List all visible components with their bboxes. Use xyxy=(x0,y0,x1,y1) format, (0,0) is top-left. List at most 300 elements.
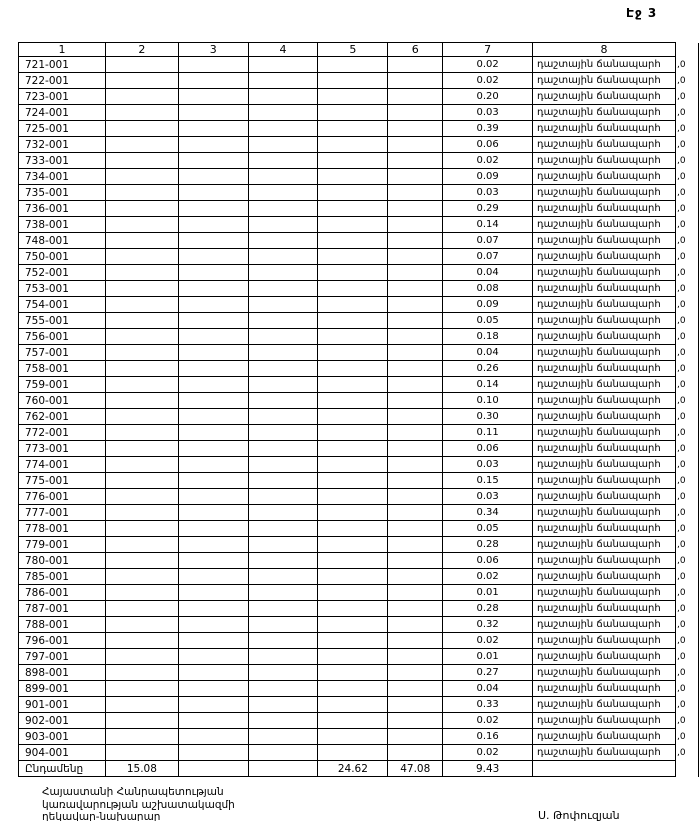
empty-cell xyxy=(388,73,443,89)
empty-cell xyxy=(388,585,443,601)
table-row xyxy=(19,329,699,345)
empty-cell xyxy=(388,217,443,233)
row-code: 748-001 xyxy=(19,233,106,249)
empty-cell xyxy=(388,169,443,185)
edge-fragment: ,0 xyxy=(675,265,698,281)
empty-cell xyxy=(178,681,248,697)
empty-cell xyxy=(105,409,178,425)
edge-fragment: ,0 xyxy=(675,57,698,73)
total-col6-value: 47.08 xyxy=(388,761,443,777)
empty-cell xyxy=(318,569,388,585)
row-value: 0.11 xyxy=(443,425,533,441)
empty-cell xyxy=(388,441,443,457)
row-road-label: դաշտային ճանապարհ xyxy=(533,665,676,681)
empty-cell xyxy=(388,425,443,441)
empty-cell xyxy=(318,57,388,73)
empty-cell xyxy=(388,489,443,505)
column-header-4: 4 xyxy=(248,43,318,57)
row-road-label: դաշտային ճանապարհ xyxy=(533,681,676,697)
row-value: 0.02 xyxy=(443,73,533,89)
empty-cell xyxy=(248,617,318,633)
empty-cell xyxy=(178,169,248,185)
row-road-label: դաշտային ճանապարհ xyxy=(533,633,676,649)
empty-cell xyxy=(178,441,248,457)
empty-cell xyxy=(178,153,248,169)
empty-cell xyxy=(248,361,318,377)
empty-cell xyxy=(248,281,318,297)
row-code: 760-001 xyxy=(19,393,106,409)
empty-cell xyxy=(318,217,388,233)
empty-cell xyxy=(178,201,248,217)
empty-cell xyxy=(248,153,318,169)
empty-cell xyxy=(105,393,178,409)
empty-cell xyxy=(388,569,443,585)
row-road-label: դաշտային ճանապարհ xyxy=(533,345,676,361)
empty-cell xyxy=(318,169,388,185)
row-code: 735-001 xyxy=(19,185,106,201)
row-road-label: դաշտային ճանապարհ xyxy=(533,521,676,537)
row-code: 786-001 xyxy=(19,585,106,601)
empty-cell xyxy=(318,393,388,409)
footer-line-1: Հայաստանի Հանրապետության xyxy=(42,786,224,798)
empty-cell xyxy=(178,457,248,473)
row-road-label: դաշտային ճանապարհ xyxy=(533,393,676,409)
empty-cell xyxy=(248,425,318,441)
empty-cell xyxy=(388,313,443,329)
empty-cell xyxy=(105,201,178,217)
row-road-label: դաշտային ճանապարհ xyxy=(533,505,676,521)
page-number-label: Էջ 3 xyxy=(626,6,658,20)
row-road-label: դաշտային ճանապարհ xyxy=(533,489,676,505)
empty-cell xyxy=(248,537,318,553)
footer-line-3: ղեկավար-նախարար xyxy=(42,811,161,821)
empty-cell xyxy=(388,745,443,761)
row-road-label: դաշտային ճանապարհ xyxy=(533,249,676,265)
row-code: 777-001 xyxy=(19,505,106,521)
empty-cell xyxy=(318,297,388,313)
row-value: 0.05 xyxy=(443,521,533,537)
row-road-label: դաշտային ճանապարհ xyxy=(533,121,676,137)
table-row xyxy=(19,153,699,169)
empty-cell xyxy=(248,697,318,713)
row-code: 775-001 xyxy=(19,473,106,489)
row-road-label: դաշտային ճանապարհ xyxy=(533,409,676,425)
row-code: 734-001 xyxy=(19,169,106,185)
row-road-label: դաշտային ճանապարհ xyxy=(533,441,676,457)
signatory-block xyxy=(42,786,235,821)
table-row xyxy=(19,137,699,153)
table-row xyxy=(19,297,699,313)
row-road-label: դաշտային ճանապարհ xyxy=(533,617,676,633)
edge-fragment: ,0 xyxy=(675,457,698,473)
signature-name: Ս. Թոփուզյան xyxy=(538,809,620,821)
empty-cell xyxy=(178,89,248,105)
empty-cell xyxy=(318,681,388,697)
row-code: 732-001 xyxy=(19,137,106,153)
edge-fragment: ,0 xyxy=(675,601,698,617)
row-value: 0.03 xyxy=(443,457,533,473)
edge-fragment: ,0 xyxy=(675,313,698,329)
empty-cell xyxy=(178,105,248,121)
row-road-label: դաշտային ճանապարհ xyxy=(533,281,676,297)
empty-cell xyxy=(248,649,318,665)
edge-fragment: ,0 xyxy=(675,153,698,169)
empty-cell xyxy=(248,409,318,425)
empty-cell xyxy=(178,361,248,377)
edge-fragment: ,0 xyxy=(675,329,698,345)
edge-fragment: ,0 xyxy=(675,137,698,153)
row-road-label: դաշտային ճանապարհ xyxy=(533,329,676,345)
row-code: 753-001 xyxy=(19,281,106,297)
empty-cell xyxy=(388,249,443,265)
row-value: 0.01 xyxy=(443,649,533,665)
edge-fragment: ,0 xyxy=(675,185,698,201)
edge-fragment: ,0 xyxy=(675,713,698,729)
empty-cell xyxy=(248,169,318,185)
edge-fragment: ,0 xyxy=(675,425,698,441)
empty-cell xyxy=(105,521,178,537)
table-row xyxy=(19,601,699,617)
empty-cell xyxy=(318,313,388,329)
row-value: 0.03 xyxy=(443,105,533,121)
edge-fragment: ,0 xyxy=(675,249,698,265)
empty-cell xyxy=(318,473,388,489)
edge-fragment: ,0 xyxy=(675,441,698,457)
empty-cell xyxy=(318,617,388,633)
header-row xyxy=(19,43,699,57)
edge-fragment: ,0 xyxy=(675,169,698,185)
empty-cell xyxy=(178,697,248,713)
empty-cell xyxy=(105,457,178,473)
empty-cell xyxy=(105,569,178,585)
empty-cell xyxy=(388,713,443,729)
table-row xyxy=(19,425,699,441)
table-row xyxy=(19,233,699,249)
table-row xyxy=(19,633,699,649)
table-row xyxy=(19,537,699,553)
row-value: 0.04 xyxy=(443,681,533,697)
row-value: 0.03 xyxy=(443,489,533,505)
empty-cell xyxy=(178,249,248,265)
empty-cell xyxy=(248,57,318,73)
row-code: 787-001 xyxy=(19,601,106,617)
empty-cell xyxy=(388,89,443,105)
empty-cell xyxy=(318,281,388,297)
empty-cell xyxy=(388,409,443,425)
edge-fragment: ,0 xyxy=(675,473,698,489)
table-row xyxy=(19,169,699,185)
empty-cell xyxy=(248,329,318,345)
empty-cell xyxy=(105,169,178,185)
row-code: 738-001 xyxy=(19,217,106,233)
empty-cell xyxy=(318,73,388,89)
empty-cell xyxy=(318,665,388,681)
row-value: 0.28 xyxy=(443,601,533,617)
empty-cell xyxy=(318,441,388,457)
table-row xyxy=(19,681,699,697)
row-value: 0.16 xyxy=(443,729,533,745)
empty-cell xyxy=(388,105,443,121)
empty-cell xyxy=(178,729,248,745)
empty-cell xyxy=(248,345,318,361)
empty-cell xyxy=(105,329,178,345)
empty-cell xyxy=(248,473,318,489)
row-road-label: դաշտային ճանապարհ xyxy=(533,73,676,89)
empty-cell xyxy=(178,489,248,505)
empty-cell xyxy=(178,569,248,585)
empty-cell xyxy=(248,233,318,249)
row-road-label: դաշտային ճանապարհ xyxy=(533,185,676,201)
row-road-label: դաշտային ճանապարհ xyxy=(533,697,676,713)
empty-cell xyxy=(318,185,388,201)
empty-cell xyxy=(105,249,178,265)
row-road-label: դաշտային ճանապարհ xyxy=(533,265,676,281)
empty-cell xyxy=(105,345,178,361)
empty-cell xyxy=(178,185,248,201)
row-value: 0.02 xyxy=(443,57,533,73)
row-code: 759-001 xyxy=(19,377,106,393)
empty-cell xyxy=(178,585,248,601)
empty-cell xyxy=(388,345,443,361)
row-road-label: դաշտային ճանապարհ xyxy=(533,313,676,329)
row-road-label: դաշտային ճանապարհ xyxy=(533,601,676,617)
empty-cell xyxy=(178,553,248,569)
row-value: 0.02 xyxy=(443,713,533,729)
empty-cell xyxy=(105,105,178,121)
empty-cell xyxy=(318,153,388,169)
empty-cell xyxy=(388,297,443,313)
table-row xyxy=(19,89,699,105)
row-value: 0.18 xyxy=(443,329,533,345)
empty-cell xyxy=(178,377,248,393)
edge-fragment: ,0 xyxy=(675,393,698,409)
empty-cell xyxy=(178,649,248,665)
column-header-3: 3 xyxy=(178,43,248,57)
empty-cell xyxy=(248,569,318,585)
empty-cell xyxy=(178,137,248,153)
table-row xyxy=(19,361,699,377)
row-road-label: դաշտային ճանապարհ xyxy=(533,361,676,377)
row-value: 0.15 xyxy=(443,473,533,489)
total-row xyxy=(19,761,699,777)
empty-cell xyxy=(178,121,248,137)
empty-cell xyxy=(318,553,388,569)
empty-cell xyxy=(388,377,443,393)
empty-cell xyxy=(388,697,443,713)
empty-cell xyxy=(105,137,178,153)
edge-fragment: ,0 xyxy=(675,201,698,217)
row-code: 772-001 xyxy=(19,425,106,441)
row-value: 0.08 xyxy=(443,281,533,297)
empty-cell xyxy=(248,521,318,537)
empty-cell xyxy=(248,505,318,521)
empty-cell xyxy=(105,441,178,457)
table-row xyxy=(19,745,699,761)
row-road-label: դաշտային ճանապարհ xyxy=(533,57,676,73)
row-value: 0.07 xyxy=(443,249,533,265)
empty-cell xyxy=(105,713,178,729)
empty-cell xyxy=(178,521,248,537)
empty-cell xyxy=(105,297,178,313)
empty-cell xyxy=(318,329,388,345)
empty-cell xyxy=(388,729,443,745)
row-value: 0.14 xyxy=(443,217,533,233)
empty-cell xyxy=(248,713,318,729)
empty-cell xyxy=(105,73,178,89)
empty-cell xyxy=(178,409,248,425)
edge-fragment: ,0 xyxy=(675,345,698,361)
empty-cell xyxy=(318,585,388,601)
table-row xyxy=(19,377,699,393)
empty-cell xyxy=(388,281,443,297)
empty-cell xyxy=(248,585,318,601)
row-code: 750-001 xyxy=(19,249,106,265)
empty-cell xyxy=(178,393,248,409)
empty-cell xyxy=(178,57,248,73)
row-code: 773-001 xyxy=(19,441,106,457)
empty-cell xyxy=(178,425,248,441)
empty-cell xyxy=(178,473,248,489)
row-road-label: դաշտային ճանապարհ xyxy=(533,729,676,745)
empty-cell xyxy=(105,233,178,249)
row-value: 0.09 xyxy=(443,297,533,313)
empty-cell xyxy=(105,729,178,745)
row-code: 899-001 xyxy=(19,681,106,697)
empty-cell xyxy=(388,665,443,681)
row-value: 0.05 xyxy=(443,313,533,329)
table-row xyxy=(19,57,699,73)
empty-cell xyxy=(105,697,178,713)
empty-cell xyxy=(318,521,388,537)
empty-cell xyxy=(248,73,318,89)
edge-fragment: ,0 xyxy=(675,505,698,521)
empty-cell xyxy=(318,265,388,281)
empty-cell xyxy=(388,633,443,649)
empty-cell xyxy=(388,393,443,409)
empty-cell xyxy=(248,601,318,617)
empty-cell xyxy=(318,505,388,521)
table-row xyxy=(19,649,699,665)
row-value: 0.02 xyxy=(443,153,533,169)
empty-cell xyxy=(105,681,178,697)
row-road-label: դաշտային ճանապարհ xyxy=(533,745,676,761)
row-value: 0.33 xyxy=(443,697,533,713)
row-value: 0.30 xyxy=(443,409,533,425)
empty-cell xyxy=(388,521,443,537)
table-row xyxy=(19,441,699,457)
row-road-label: դաշտային ճանապարհ xyxy=(533,169,676,185)
table-row xyxy=(19,617,699,633)
table-row xyxy=(19,409,699,425)
empty-cell xyxy=(105,425,178,441)
edge-fragment: ,0 xyxy=(675,121,698,137)
edge-fragment: ,0 xyxy=(675,409,698,425)
empty-cell xyxy=(388,473,443,489)
empty-cell xyxy=(178,329,248,345)
empty-cell xyxy=(388,457,443,473)
row-code: 723-001 xyxy=(19,89,106,105)
total-col7-value: 9.43 xyxy=(443,761,533,777)
row-value: 0.39 xyxy=(443,121,533,137)
empty-cell xyxy=(318,249,388,265)
row-code: 733-001 xyxy=(19,153,106,169)
row-code: 778-001 xyxy=(19,521,106,537)
empty-cell xyxy=(388,505,443,521)
edge-fragment: ,0 xyxy=(675,73,698,89)
row-road-label: դաշտային ճանապարհ xyxy=(533,553,676,569)
empty-cell xyxy=(105,57,178,73)
row-code: 722-001 xyxy=(19,73,106,89)
row-road-label: դաշտային ճանապարհ xyxy=(533,233,676,249)
table-row xyxy=(19,457,699,473)
row-code: 736-001 xyxy=(19,201,106,217)
empty-cell xyxy=(105,121,178,137)
empty-cell xyxy=(178,745,248,761)
row-code: 756-001 xyxy=(19,329,106,345)
empty-cell xyxy=(318,137,388,153)
empty-cell xyxy=(248,681,318,697)
table-row xyxy=(19,489,699,505)
empty-cell xyxy=(248,665,318,681)
total-label: Ընդամենը xyxy=(19,761,106,777)
table-row xyxy=(19,201,699,217)
table-row xyxy=(19,345,699,361)
empty-cell xyxy=(178,345,248,361)
row-code: 902-001 xyxy=(19,713,106,729)
edge-fragment: ,0 xyxy=(675,105,698,121)
column-header-2: 2 xyxy=(105,43,178,57)
row-value: 0.06 xyxy=(443,553,533,569)
empty-cell xyxy=(318,601,388,617)
row-code: 901-001 xyxy=(19,697,106,713)
empty-cell xyxy=(248,249,318,265)
edge-fragment: ,0 xyxy=(675,617,698,633)
row-road-label: դաշտային ճանապարհ xyxy=(533,217,676,233)
empty-cell xyxy=(533,761,676,777)
row-value: 0.03 xyxy=(443,185,533,201)
empty-cell xyxy=(248,265,318,281)
empty-cell xyxy=(178,665,248,681)
edge-fragment: ,0 xyxy=(675,569,698,585)
row-value: 0.27 xyxy=(443,665,533,681)
empty-cell xyxy=(105,217,178,233)
cutoff-column-header xyxy=(675,43,698,57)
empty-cell xyxy=(318,233,388,249)
empty-cell xyxy=(178,633,248,649)
edge-fragment: ,0 xyxy=(675,681,698,697)
row-value: 0.02 xyxy=(443,569,533,585)
empty-cell xyxy=(248,457,318,473)
empty-cell xyxy=(318,89,388,105)
empty-cell xyxy=(388,137,443,153)
empty-cell xyxy=(105,745,178,761)
row-code: 898-001 xyxy=(19,665,106,681)
table-row xyxy=(19,249,699,265)
empty-cell xyxy=(178,537,248,553)
empty-cell xyxy=(248,121,318,137)
row-value: 0.02 xyxy=(443,633,533,649)
empty-cell xyxy=(388,601,443,617)
table-row xyxy=(19,569,699,585)
edge-fragment: ,0 xyxy=(675,553,698,569)
empty-cell xyxy=(248,185,318,201)
row-code: 776-001 xyxy=(19,489,106,505)
empty-cell xyxy=(105,473,178,489)
empty-cell xyxy=(248,633,318,649)
row-value: 0.29 xyxy=(443,201,533,217)
table-row xyxy=(19,217,699,233)
empty-cell xyxy=(318,121,388,137)
